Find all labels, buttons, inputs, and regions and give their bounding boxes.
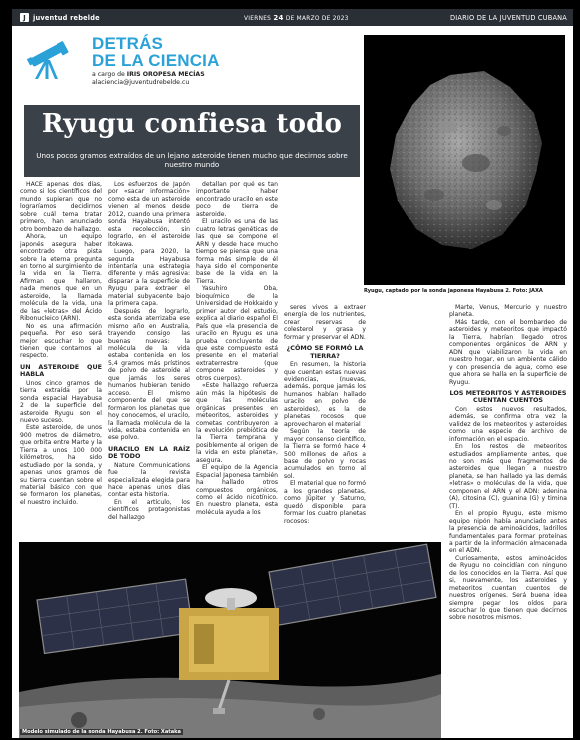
author-name: IRIS OROPESA MECÍAS <box>126 71 205 78</box>
article-column-4: seres vivos a extraer energía de los nutrientes, crear reservas de colesterol y grasa y formar y preservar el ADN. ¿CÓMO SE FORMÓ LA TIERRA? En resumen, la historia que cuentan estas nuevas evidencias, (nuevas, además, porque jamás los humanos habían hallado uracilo en polvo de asteroides), es la de planetas rocosos que aprovecharon el material Según la teoría de mayor consenso científico, la Tierra se formó hace 4 500 millones de años a base de polvo y rocas acumulados en torno al sol. El material que no formó a los grandes planetas, como Júpiter y Saturno, quedó disponible para formar los cuatro planetas rocosos: <box>284 304 366 525</box>
headline-band <box>24 105 360 177</box>
article-column-3: detallan por qué es tan importante haber encontrado uracilo en este poco de tierra de asteroide. El uracilo es una de las cuatro letras genéticas de las que se compone el ARN y desde hace mucho tiempo se piensa que una forma más simple de él haya sido el componente base de la vida en la Tierra. Yasuhiro Oba, bioquímico de la Universidad de Hokkaido y primer autor del estudio, explica al diario español El País que «la presencia de uracilo en Ryugu es una prueba concluyente de que este compuesto está presente en el material extraterrestre (que compone asteroides y otros cuerpos). «Este hallazgo refuerza aún más la hipótesis de que las moléculas orgánicas presentes en meteoritos, asteroides y cometas contribuyeron a la evolución prebiótica de la Tierra temprana y posiblemente al origen de la vida en este planeta», asegura. El equipo de la Agencia Espacial Japonesa también ha hallado otros compuestos orgánicos, como el ácido nicotínico. En nuestro planeta, esta molécula ayuda a los <box>196 181 278 516</box>
article-column-1: HACE apenas dos días, como si los científicos del mundo supieran que no lograríamos decidirnos sobre cuál tema tratar primero, han anunciado otro bombazo de hallazgo. Ahora, un equipo japonés asegura haber encontrado otra pista sobre la eterna pregunta en torno al surgimiento de la vida en la Tierra. Afirman que hallaron, nada menos que en un asteroide, la llamada molécula de la vida, una de las «letras» del Ácido Ribonucleico (ARN). No es una afirmación pequeña. Por eso será mejor escuchar lo que tienen que contarnos al respecto. UN ASTEROIDE QUE HABLA Unos cinco gramos de tierra extraída por la sonda espacial Hayabusa 2 de la superficie del asteroide Ryugu son el nuevo suceso. Este asteroide, de unos 900 metros de diámetro, que orbita entre Marte y la Tierra a unos 100 000 kilómetros, ha sido estudiado por la sonda, y apenas unos gramos de su tierra cuentan sobre el material básico con que se formaron los planetas, el nuestro incluido. <box>20 181 102 506</box>
brand-logo <box>20 13 100 22</box>
brand-name: juventud rebelde <box>33 13 100 22</box>
subheading-tierra: ¿CÓMO SE FORMÓ LA TIERRA? <box>286 344 364 360</box>
subheading-uracilo: URACILO EN LA RAÍZ DE TODO <box>108 444 190 461</box>
section-byline: a cargo de IRIS OROPESA MECÍAS alaciencia@juventudrebelde.cu <box>92 71 205 86</box>
telescope-icon <box>26 40 70 80</box>
newspaper-page <box>12 9 573 738</box>
article-subhead: Unos pocos gramos extraídos de un lejano asteroide tienen mucho que decirnos sobre nuestro mundo <box>36 151 348 169</box>
subheading-asteroide: UN ASTEROIDE QUE HABLA <box>20 362 102 379</box>
article-column-5: Marte, Venus, Mercurio y nuestro planeta. Más tarde, con el bombardeo de asteroides y meteoritos que impactó la Tierra, habrían llegado otros componentes orgánicos de ARN y ADN que viabilizaron la vida en nuestro hogar, en un ambiente cálido y con presencia de agua, como ese que ahora se halla en la superficie de Ryugu. LOS METEORITOS Y ASTEROIDES CUENTAN CUENTOS Con estos nuevos resultados, además, se confirma otra vez la validez de los meteoritos y asteroides como una especie de archivo de información en el espacio. En los restos de meteoritos estudiados ampliamente antes, que no son más que fragmentos de asteroides que llegan a nuestro planeta, se han hallado ya las demás «letras» o moléculas de la vida, que componen el ARN y el ADN: adenina (A), citosina (C), guanina (G) y timina (T). En el propio Ryugu, este mismo equipo nipón había anunciado antes la presencia de aminoácidos, ladrillos fundamentales para formar proteínas a partir de la información almacenada en el ADN. Curiosamente, estos aminoácidos de Ryugu no coincidían con ninguno de los conocidos en la Tierra. Así que si, nuevamente, los asteroides y meteoritos cuentan cuentos de nuestros orígenes. Será buena idea siempre pegar los oídos para escuchar lo que tienen que decirnos sobre nosotros mismos. <box>449 304 567 622</box>
section-title: DETRÁS DE LA CIENCIA <box>92 34 220 70</box>
asteroid-photo-caption: Ryugu, captado por la sonda japonesa Hayabusa 2. Foto: JAXA <box>364 288 543 294</box>
author-email: alaciencia@juventudrebelde.cu <box>92 79 190 86</box>
hayabusa2-probe-photo <box>19 542 441 738</box>
brand-mark-icon: J <box>20 13 29 22</box>
article-headline: Ryugu confiesa todo <box>41 109 343 139</box>
page-header <box>12 9 573 26</box>
subheading-meteoritos: LOS METEORITOS Y ASTEROIDES CUENTAN CUENTOS <box>449 388 567 405</box>
ryugu-asteroid-photo <box>364 35 565 285</box>
probe-photo-caption: Modelo simulado de la sonda Hayabusa 2. Foto: Xataka <box>22 729 181 735</box>
paper-name: DIARIO DE LA JUVENTUD CUBANA <box>449 13 567 22</box>
article-column-2: Los esfuerzos de Japón por «sacar información» como esta de un asteroide vienen al menos desde 2012, cuando una primera sonda Hayabusa intentó esta recolección, sin lograrlo, en el asteroide Itokawa. Luego, para 2020, la segunda Hayabusa intentaría una estrategia diferente y más agresiva: disparar a la superficie de Ryugu para extraer el material subyacente bajo la primera capa. Después de lograrlo, esta sonda aterrizaba ese mismo año en Australia, trayendo consigo las buenas nuevas: la molécula de la vida estaba contenida en los 5,4 gramos más prístinos de polvo de asteroide al que jamás los seres humanos hubieran tenido acceso. El mismo componente del que se formaron los planetas que hoy conocemos, el uracilo, la llamada molécula de la vida, estaba contenida en ese polvo. URACILO EN LA RAÍZ DE TODO Nature Communications fue la revista especializada elegida para hace apenas unos días contar esta historia. En el artículo, los científicos protagonistas del hallazgo <box>108 181 190 521</box>
issue-date: VIERNES 24 DE MARZO DE 2023 <box>244 13 349 22</box>
